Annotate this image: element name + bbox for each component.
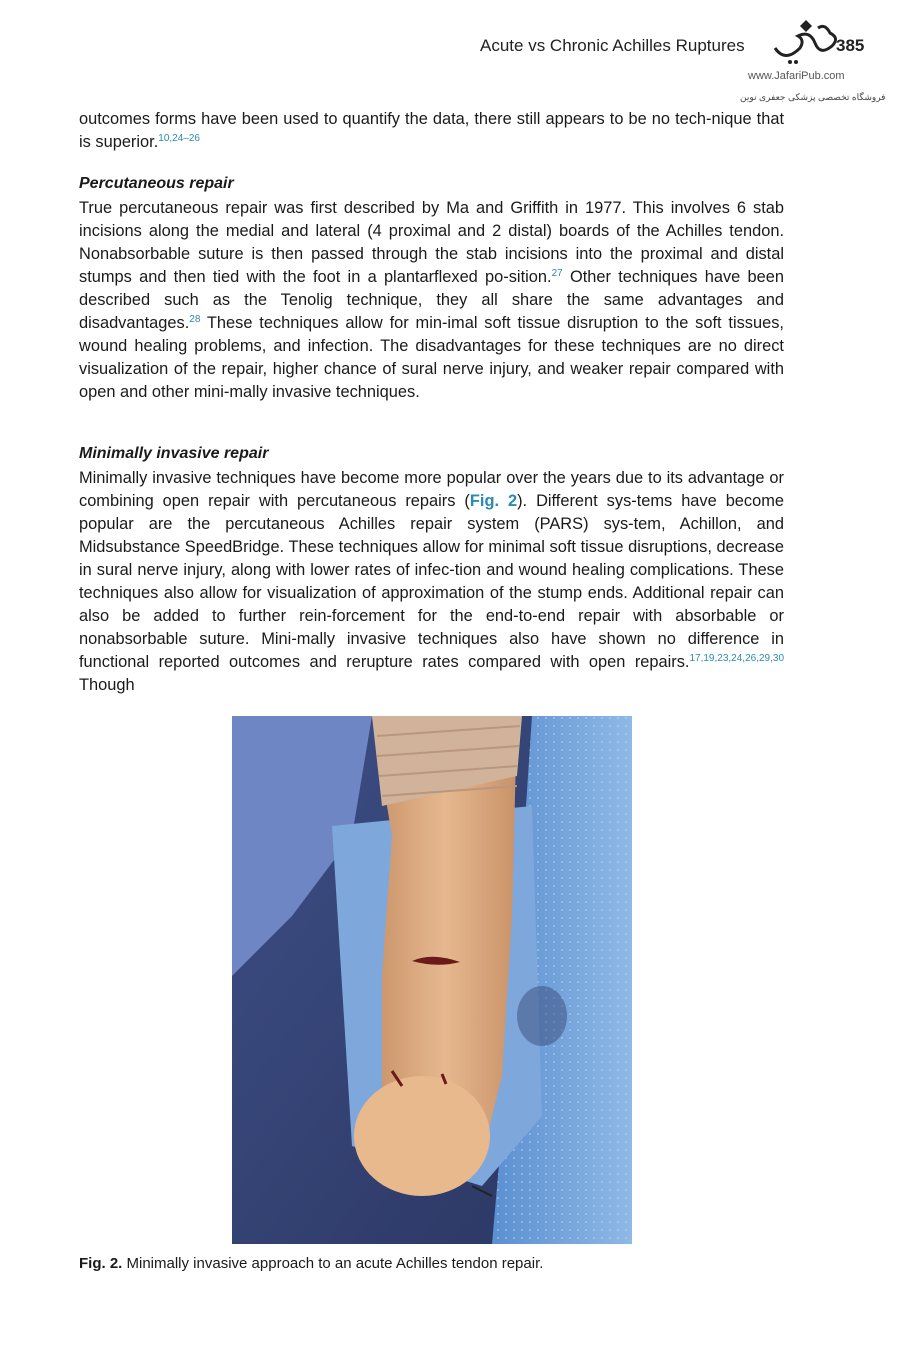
watermark-url: www.JafariPub.com — [748, 70, 845, 82]
figure-2-photo — [232, 716, 632, 1244]
citation[interactable]: 10,24–26 — [158, 133, 200, 144]
section-heading-percutaneous: Percutaneous repair — [79, 175, 234, 192]
figure-caption — [79, 1255, 543, 1272]
caption-text: Minimally invasive approach to an acute Achilles tendon repair. — [122, 1255, 544, 1272]
publisher-watermark — [740, 18, 886, 108]
publisher-logo-icon — [770, 18, 850, 68]
page-number: 385 — [836, 36, 865, 55]
running-title: Acute vs Chronic Achilles Ruptures — [480, 36, 745, 55]
citation[interactable]: 28 — [189, 314, 201, 325]
achilles-repair-illustration — [232, 716, 632, 1244]
percutaneous-paragraph: True percutaneous repair was first described by Ma and Griffith in 1977. This involves 6 stab incisions along the medial and lateral (4 proximal and 2 distal) boards of the Achilles tendon. Nonabsorbable suture is then passed through the stab incisions into the proximal and distal stumps and then tied with the foot in a plantarflexed po-sition.$^{27}$ Other techniques have been described such as the Tenolig technique, they all share the same advantages and disadvantages.$^{28}$ These techniques allow for min-imal soft tissue disruption to the soft tissues, wound healing problems, and infection. The disadvantages for these techniques are no direct visualization of the repair, higher chance of sural nerve injury, and weaker repair compared with open and other mini-mally invasive techniques. — [79, 199, 784, 401]
citation[interactable]: 17,19,23,24,26,29,30 — [689, 653, 784, 664]
section-heading-minimally-invasive: Minimally invasive repair — [79, 445, 269, 462]
figure-link[interactable]: Fig. 2 — [469, 492, 518, 510]
caption-label: Fig. 2. — [79, 1255, 123, 1272]
watermark-persian-text: فروشگاه تخصصی پزشکی جعفری نوین — [740, 92, 886, 102]
minimally-invasive-paragraph: Minimally invasive techniques have become more popular over the years due to its advantage or combining open repair with percutaneous repairs (Fig. 2). Different sys-tems have become popular are the percutaneous Achilles repair system (PARS) sys-tem, Achillon, and Midsubstance SpeedBridge. These techniques allow for minimal soft tissue disruptions, decrease in sural nerve injury, along with lower rates of infec-tion and wound healing complications. These techniques also allow for visualization of approximation of the stump ends. Additional repair can also be added to further rein-forcement for the end-to-end repair with absorbable or nonabsorbable suture. Mini-mally invasive techniques also have shown no difference in functional reported outcomes and rerupture rates compared with open repairs.$^{17,19,23,24,26,29,30}$ Though — [79, 469, 785, 694]
intro-paragraph: outcomes forms have been used to quantify the data, there still appears to be no tech-nique that is superior.$^{10,24-26}$ — [79, 110, 784, 151]
citation[interactable]: 27 — [551, 268, 563, 279]
